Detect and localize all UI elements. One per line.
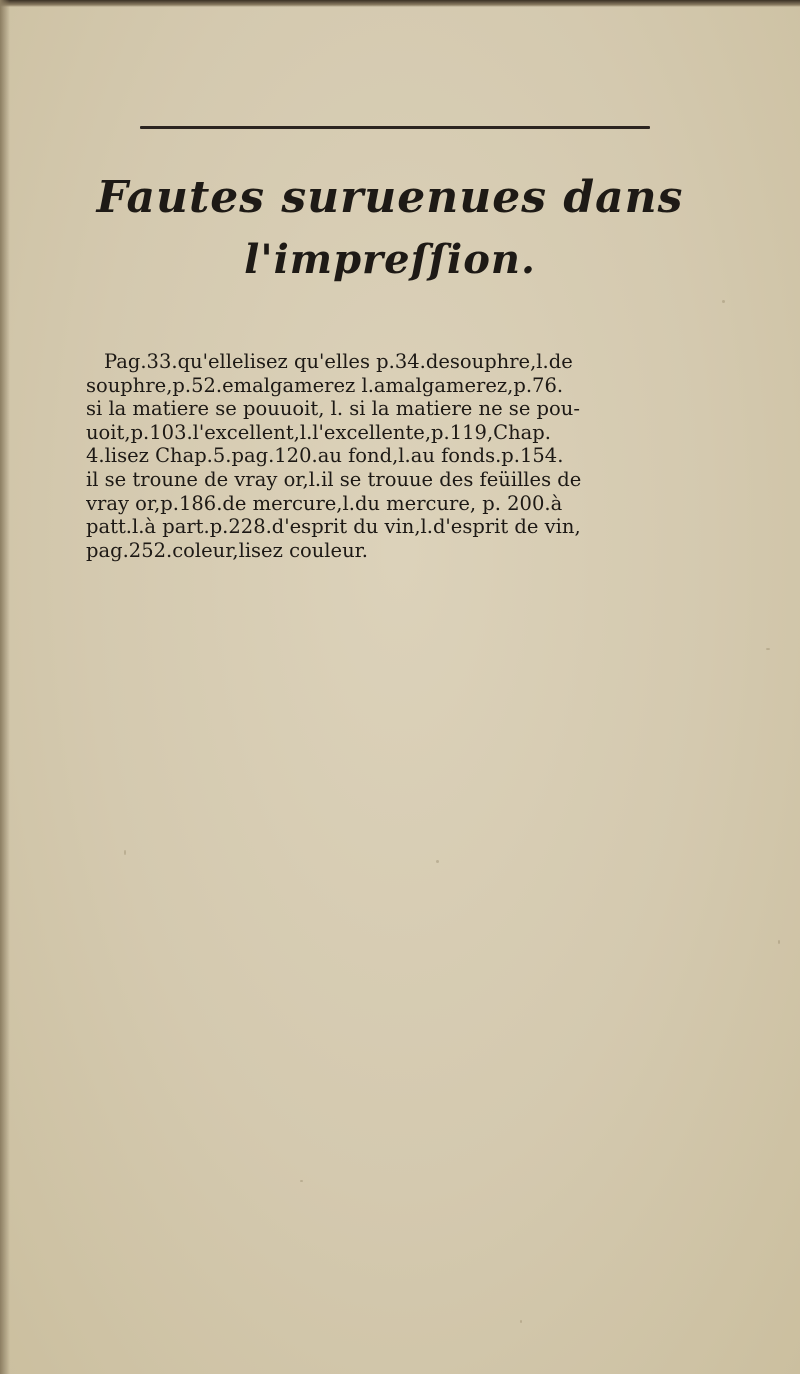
errata-line: vray or,p.186.de mercure,l.du mercure, p. 200.à (86, 491, 563, 515)
errata-line: Pag.33.qu'ellelisez qu'elles p.34.desouphre,l.de (104, 350, 573, 373)
errata-line: il se troune de vray or,l.il se trouue des feüilles de (86, 467, 582, 491)
errata-line: souphre,p.52.emalgamerez l.amalgamerez,p.76. (86, 373, 564, 397)
paper-fleck (520, 1320, 522, 1323)
errata-line: patt.l.à part.p.228.d'esprit du vin,l.d'esprit de vin, (86, 515, 581, 539)
errata-heading-line-1: Fautes suruenues dans (96, 172, 684, 223)
paper-fleck (778, 940, 780, 944)
errata-heading-line-2: l'impreſſion. (244, 236, 536, 283)
paper-fleck (766, 648, 770, 650)
paper-fleck (124, 850, 126, 855)
paper-fleck (722, 300, 725, 303)
errata-line: si la matiere se pouuoit, l. si la matiere ne se pou- (86, 397, 580, 421)
header-rule (140, 126, 650, 129)
errata-line: 4.lisez Chap.5.pag.120.au fond,l.au fonds.p.154. (86, 444, 564, 468)
page-binding-edge (0, 0, 10, 1374)
paper-fleck (300, 1180, 303, 1182)
errata-text (86, 350, 686, 562)
paper-fleck (436, 860, 439, 863)
page-top-edge (0, 0, 800, 7)
errata-line: uoit,p.103.l'excellent,l.l'excellente,p.119,Chap. (86, 420, 551, 444)
errata-line: pag.252.coleur,lisez couleur. (86, 538, 369, 562)
